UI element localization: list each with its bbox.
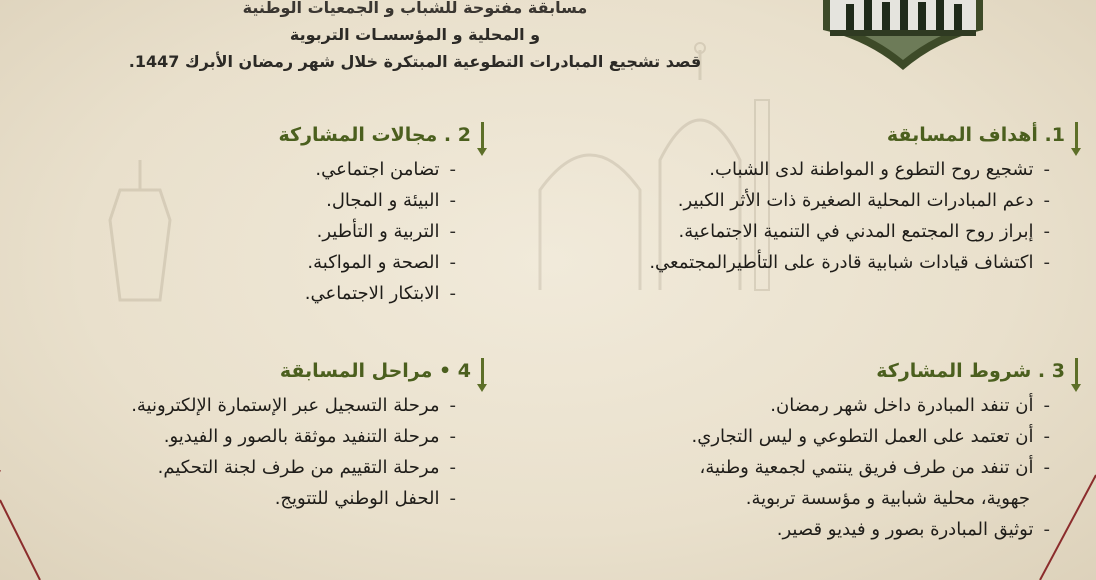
list-item: -تضامن اجتماعي. bbox=[279, 154, 457, 185]
list-item: -الابتكار الاجتماعي. bbox=[279, 278, 457, 309]
dash-icon: - bbox=[1043, 426, 1050, 447]
dash-icon: - bbox=[449, 159, 456, 180]
section-marker-icon bbox=[481, 122, 484, 148]
list-item: جهوية، محلية شبابية و مؤسسة تربوية. bbox=[745, 488, 1030, 509]
header bbox=[120, 0, 710, 75]
dash-icon: - bbox=[1043, 221, 1050, 242]
dash-icon: - bbox=[449, 426, 456, 447]
dash-icon: - bbox=[449, 395, 456, 416]
section-marker-icon bbox=[1075, 358, 1078, 384]
section-conditions bbox=[692, 358, 1078, 545]
section-marker-icon bbox=[481, 358, 484, 384]
section-title-text: 3 . شروط المشاركة bbox=[876, 360, 1065, 382]
list-item: -اكتشاف قيادات شبابية قادرة على التأطيرالمجتمعي. bbox=[649, 247, 1050, 278]
goals-list bbox=[649, 154, 1050, 278]
dash-icon: - bbox=[449, 190, 456, 211]
list-item: -تشجيع روح التطوع و المواطنة لدى الشباب. bbox=[649, 154, 1050, 185]
section-goals bbox=[649, 122, 1078, 278]
header-line-2: و المحلية و المؤسسـات التربوية bbox=[289, 25, 541, 44]
header-line-1: مسابقة مفتوحة للشباب و الجمعيات الوطنية bbox=[242, 0, 588, 17]
list-item: -البيئة و المجال. bbox=[279, 185, 457, 216]
list-item: -أن تنفد من طرف فريق ينتمي لجمعية وطنية، bbox=[692, 452, 1050, 483]
dash-icon: - bbox=[449, 221, 456, 242]
dash-icon: - bbox=[1043, 252, 1050, 273]
dash-icon: - bbox=[1043, 519, 1050, 540]
section-title bbox=[279, 122, 485, 148]
list-item: -إبراز روح المجتمع المدني في التنمية الاجتماعية. bbox=[649, 216, 1050, 247]
dash-icon: - bbox=[449, 283, 456, 304]
section-title-text: 2 . مجالات المشاركة bbox=[278, 124, 471, 146]
dash-icon: - bbox=[1043, 190, 1050, 211]
section-stages bbox=[131, 358, 484, 514]
dash-icon: - bbox=[1043, 395, 1050, 416]
list-item: -أن تنفد المبادرة داخل شهر رمضان. bbox=[692, 390, 1050, 421]
list-item: -توثيق المبادرة بصور و فيديو قصير. bbox=[692, 514, 1050, 545]
list-item: -مرحلة التنفيد موثقة بالصور و الفيديو. bbox=[131, 421, 456, 452]
section-title bbox=[692, 358, 1078, 384]
dash-icon: - bbox=[449, 252, 456, 273]
conditions-list bbox=[692, 390, 1050, 545]
lantern-watermark-icon bbox=[80, 150, 200, 350]
list-item: -مرحلة التقييم من طرف لجنة التحكيم. bbox=[131, 452, 456, 483]
dash-icon: - bbox=[1043, 159, 1050, 180]
section-title-text: 4 • مراحل المسابقة bbox=[279, 360, 471, 382]
stages-list bbox=[131, 390, 456, 514]
section-title bbox=[131, 358, 484, 384]
group-photo-badge bbox=[818, 0, 988, 70]
dash-icon: - bbox=[449, 457, 456, 478]
list-item: -مرحلة التسجيل عبر الإستمارة الإلكترونية. bbox=[131, 390, 456, 421]
list-item: -الحفل الوطني للتتويج. bbox=[131, 483, 456, 514]
header-line-3: قصد تشجيع المبادرات التطوعية المبتكرة خلال شهر رمضان الأبرك 1447. bbox=[128, 52, 702, 71]
section-fields bbox=[279, 122, 485, 309]
dash-icon: - bbox=[1043, 457, 1050, 478]
fields-list bbox=[279, 154, 457, 309]
section-title bbox=[649, 122, 1078, 148]
section-marker-icon bbox=[1075, 122, 1078, 148]
list-item: -الصحة و المواكبة. bbox=[279, 247, 457, 278]
section-title-text: 1. أهداف المسابقة bbox=[886, 124, 1065, 146]
list-item: -أن تعتمد على العمل التطوعي و ليس التجاري. bbox=[692, 421, 1050, 452]
dash-icon: - bbox=[449, 488, 456, 509]
list-item: -التربية و التأطير. bbox=[279, 216, 457, 247]
list-item: -دعم المبادرات المحلية الصغيرة ذات الأثر الكبير. bbox=[649, 185, 1050, 216]
